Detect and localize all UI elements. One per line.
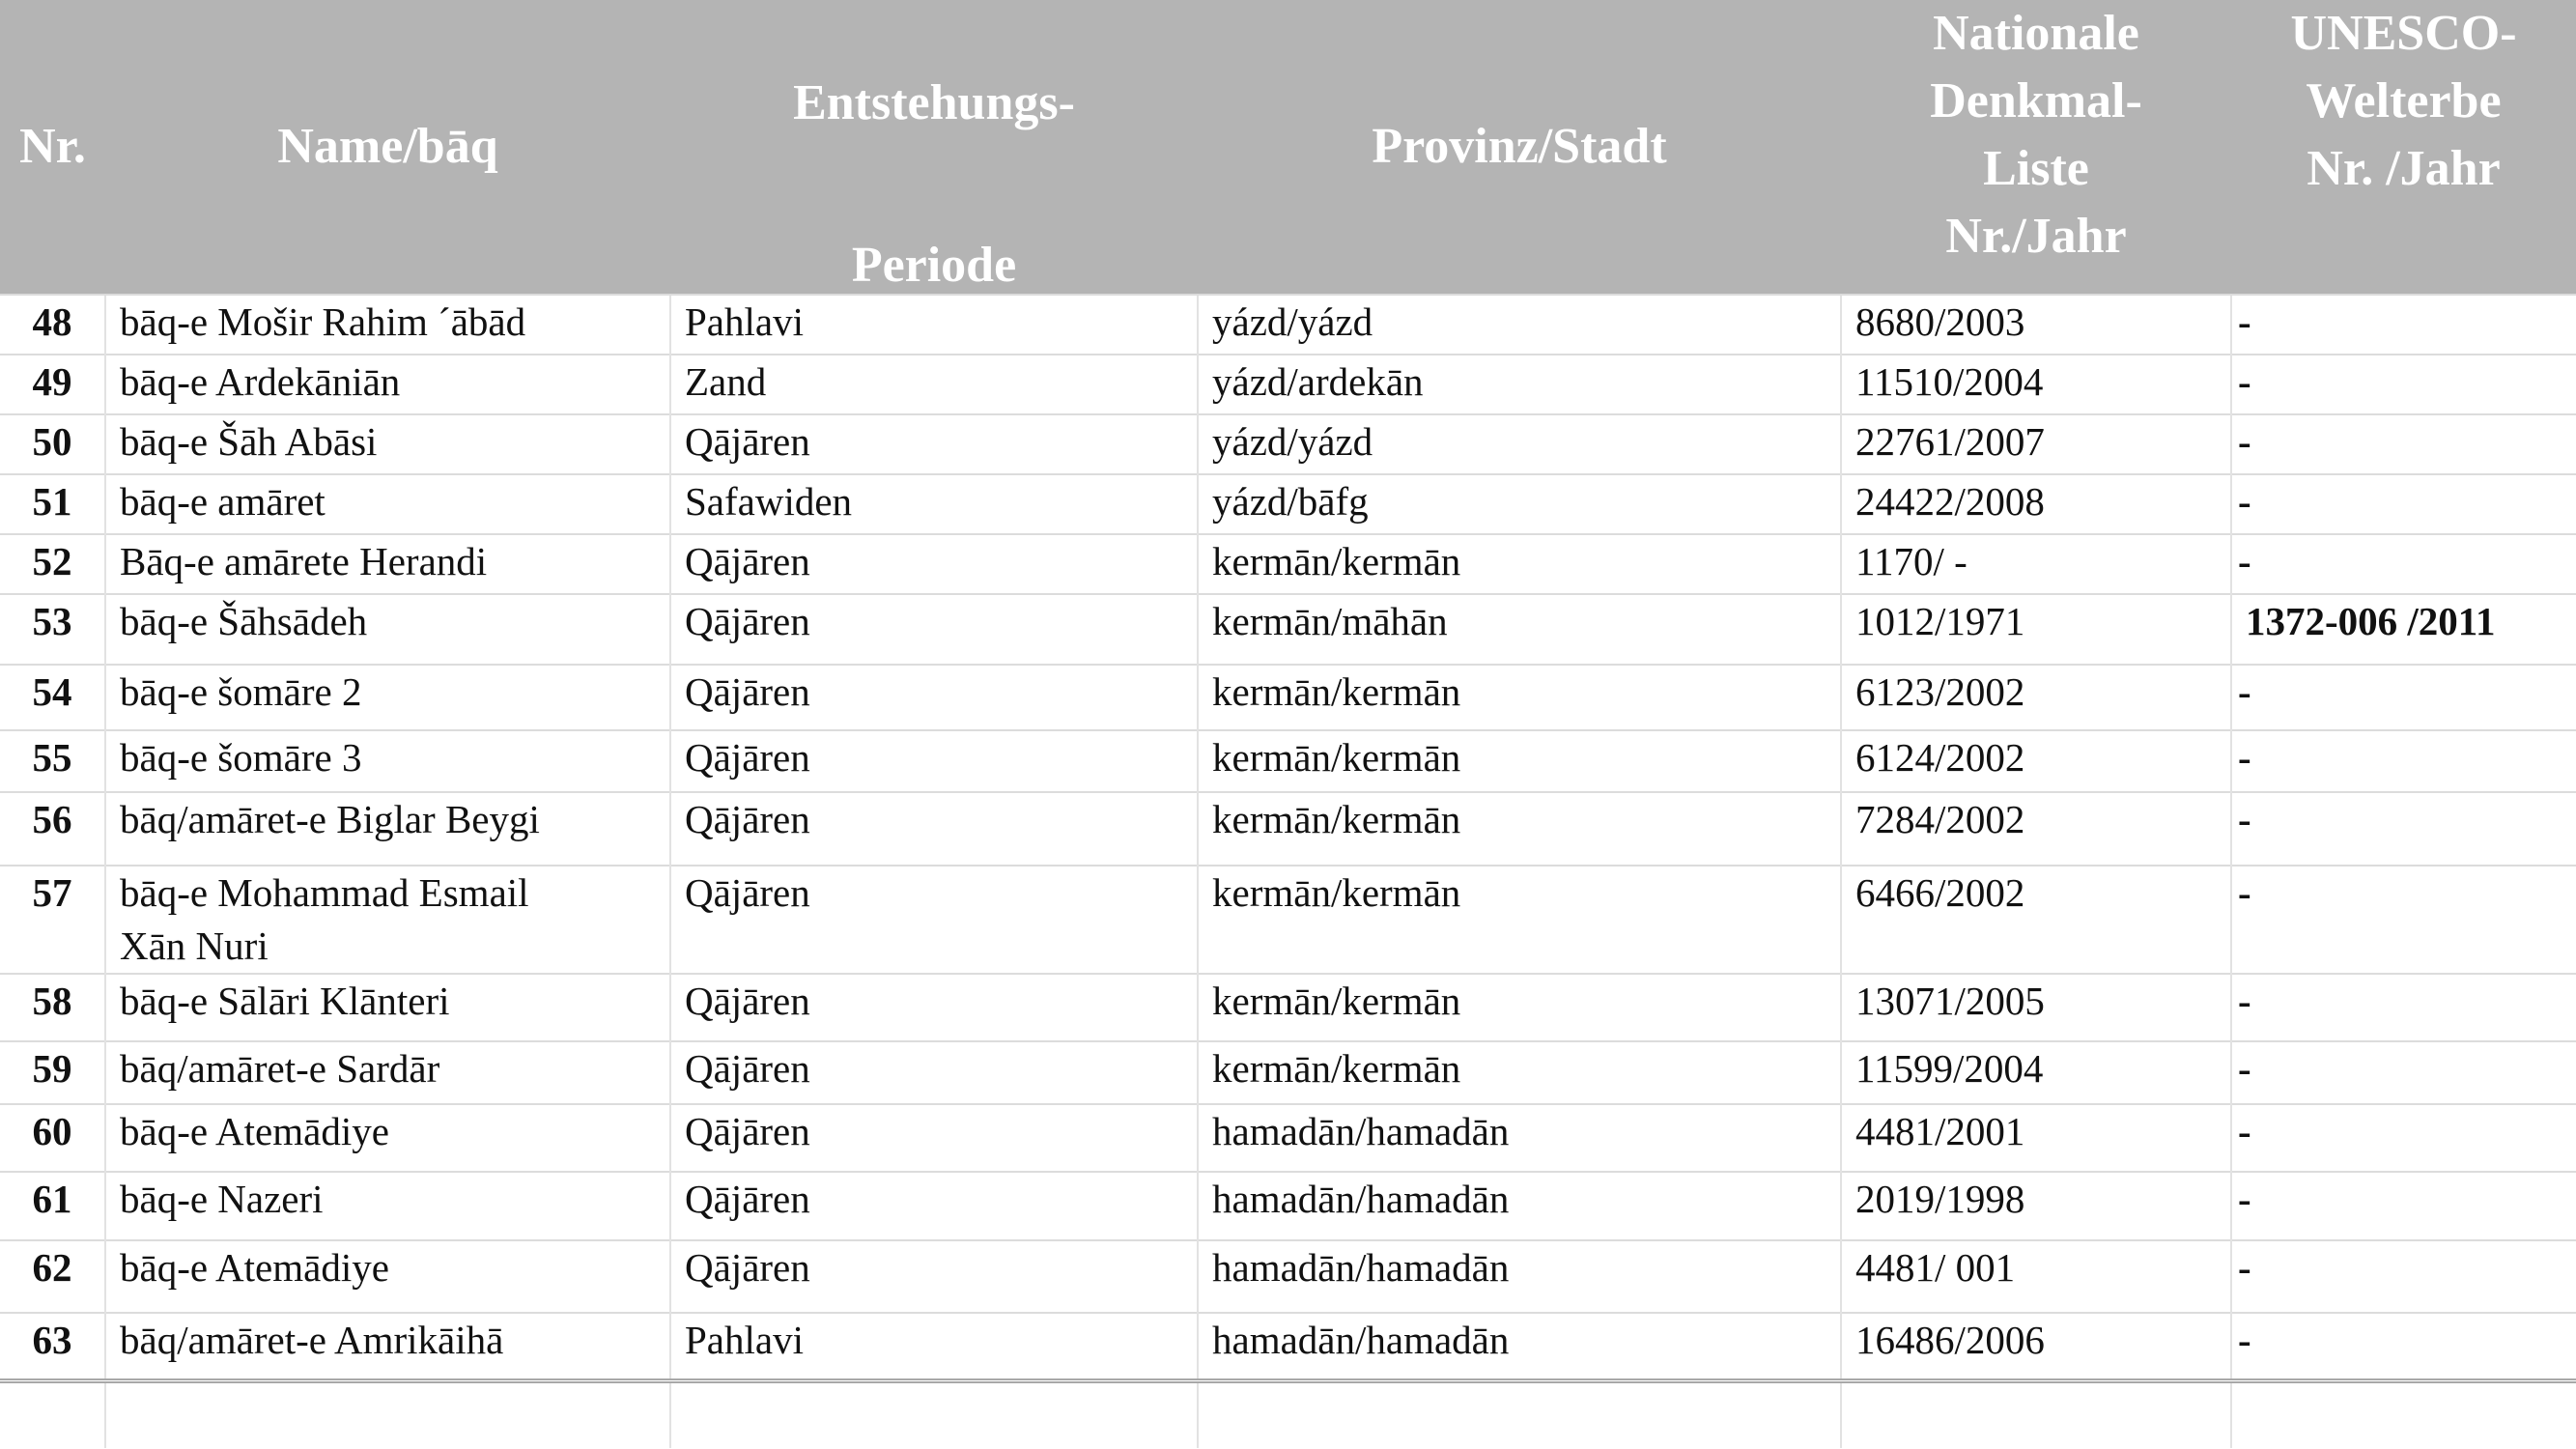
cell-province: hamadān/hamadān	[1198, 1240, 1841, 1313]
cell-national: 4481/ 001	[1841, 1240, 2231, 1313]
cell-period: Zand	[670, 355, 1198, 414]
cell-unesco: -	[2231, 1104, 2576, 1172]
table-row	[0, 1313, 2576, 1380]
cell-national: 7284/2002	[1841, 792, 2231, 866]
cell-name: bāq-e šomāre 3	[105, 730, 670, 792]
cell-period: Qājāren	[670, 792, 1198, 866]
cell-period: Qājāren	[670, 866, 1198, 974]
cell-nr: 60	[0, 1104, 105, 1172]
cell-unesco: -	[2231, 414, 2576, 474]
cell-empty	[0, 1380, 105, 1448]
cell-unesco: 1372-006 /2011	[2231, 594, 2576, 665]
cell-period: Qājāren	[670, 1240, 1198, 1313]
cell-unesco: -	[2231, 534, 2576, 594]
cell-unesco: -	[2231, 974, 2576, 1041]
cell-name: bāq-e Atemādiye	[105, 1240, 670, 1313]
table-row	[0, 866, 2576, 974]
cell-empty	[670, 1380, 1198, 1448]
table-row	[0, 1041, 2576, 1104]
header-unesco-line: Nr. /Jahr	[2307, 141, 2501, 196]
header-period-line2: Periode	[851, 238, 1017, 293]
cell-national: 1170/ -	[1841, 534, 2231, 594]
table-row	[0, 730, 2576, 792]
table-row	[0, 1240, 2576, 1313]
cell-province: kermān/kermān	[1198, 792, 1841, 866]
cell-empty	[1198, 1380, 1841, 1448]
cell-national: 22761/2007	[1841, 414, 2231, 474]
table-row	[0, 792, 2576, 866]
cell-period: Qājāren	[670, 1104, 1198, 1172]
cell-period: Qājāren	[670, 414, 1198, 474]
cell-unesco: -	[2231, 474, 2576, 534]
cell-nr: 48	[0, 295, 105, 355]
cell-name: bāq-e Šāh Abāsi	[105, 414, 670, 474]
cell-period: Qājāren	[670, 665, 1198, 730]
cell-national: 6123/2002	[1841, 665, 2231, 730]
cell-national: 11510/2004	[1841, 355, 2231, 414]
cell-nr: 52	[0, 534, 105, 594]
cell-unesco: -	[2231, 730, 2576, 792]
cell-period: Qājāren	[670, 974, 1198, 1041]
table-row-empty	[0, 1380, 2576, 1448]
cell-name: bāq-e Mošir Rahim ´ābād	[105, 295, 670, 355]
cell-name: bāq-e Ardekāniān	[105, 355, 670, 414]
cell-nr: 61	[0, 1172, 105, 1240]
cell-unesco: -	[2231, 1313, 2576, 1380]
cell-period: Qājāren	[670, 1041, 1198, 1104]
cell-nr: 49	[0, 355, 105, 414]
cell-national: 13071/2005	[1841, 974, 2231, 1041]
header-national-line: Liste	[1983, 141, 2089, 196]
cell-national: 16486/2006	[1841, 1313, 2231, 1380]
cell-national: 24422/2008	[1841, 474, 2231, 534]
cell-nr: 58	[0, 974, 105, 1041]
header-period	[670, 0, 1198, 295]
cell-province: kermān/kermān	[1198, 730, 1841, 792]
cell-name: bāq-e Mohammad Esmail Xān Nuri	[105, 866, 670, 974]
cell-nr: 62	[0, 1240, 105, 1313]
header-unesco	[2231, 0, 2576, 295]
header-national-line: Nationale	[1933, 6, 2139, 61]
cell-period: Qājāren	[670, 534, 1198, 594]
cell-national: 6124/2002	[1841, 730, 2231, 792]
cell-period: Safawiden	[670, 474, 1198, 534]
table-row	[0, 534, 2576, 594]
cell-unesco: -	[2231, 792, 2576, 866]
table-row	[0, 1172, 2576, 1240]
cell-nr: 56	[0, 792, 105, 866]
cell-empty	[2231, 1380, 2576, 1448]
cell-unesco: -	[2231, 1240, 2576, 1313]
cell-name: bāq-e Nazeri	[105, 1172, 670, 1240]
cell-nr: 63	[0, 1313, 105, 1380]
cell-nr: 50	[0, 414, 105, 474]
cell-name: bāq/amāret-e Amrikāihā	[105, 1313, 670, 1380]
header-nr: Nr.	[0, 0, 105, 295]
cell-name: bāq-e Šāhsādeh	[105, 594, 670, 665]
table-row	[0, 594, 2576, 665]
cell-nr: 51	[0, 474, 105, 534]
table-row	[0, 665, 2576, 730]
cell-nr: 55	[0, 730, 105, 792]
cell-nr: 54	[0, 665, 105, 730]
cell-period: Pahlavi	[670, 1313, 1198, 1380]
cell-period: Qājāren	[670, 594, 1198, 665]
cell-name: bāq-e Atemādiye	[105, 1104, 670, 1172]
cell-name: bāq-e šomāre 2	[105, 665, 670, 730]
table-row	[0, 974, 2576, 1041]
cell-unesco: -	[2231, 355, 2576, 414]
cell-province: kermān/kermān	[1198, 665, 1841, 730]
table-body	[0, 295, 2576, 1448]
cell-province: yázd/bāfg	[1198, 474, 1841, 534]
cell-name: bāq-e Sālāri Klānteri	[105, 974, 670, 1041]
cell-period: Qājāren	[670, 730, 1198, 792]
cell-province: yázd/ardekān	[1198, 355, 1841, 414]
cell-province: kermān/kermān	[1198, 1041, 1841, 1104]
cell-national: 6466/2002	[1841, 866, 2231, 974]
cell-national: 1012/1971	[1841, 594, 2231, 665]
cell-province: hamadān/hamadān	[1198, 1313, 1841, 1380]
cell-national: 2019/1998	[1841, 1172, 2231, 1240]
cell-name: Bāq-e amārete Herandi	[105, 534, 670, 594]
cell-national: 8680/2003	[1841, 295, 2231, 355]
cell-name: bāq/amāret-e Sardār	[105, 1041, 670, 1104]
cell-unesco: -	[2231, 866, 2576, 974]
table-row	[0, 295, 2576, 355]
header-national-list	[1841, 0, 2231, 295]
header-unesco-line: Welterbe	[2306, 73, 2502, 128]
cell-nr: 53	[0, 594, 105, 665]
cell-nr: 57	[0, 866, 105, 974]
cell-province: hamadān/hamadān	[1198, 1172, 1841, 1240]
header-national-line: Denkmal-	[1930, 73, 2142, 128]
cell-unesco: -	[2231, 665, 2576, 730]
header-period-line1: Entstehungs-	[793, 75, 1075, 130]
cell-national: 11599/2004	[1841, 1041, 2231, 1104]
cell-unesco: -	[2231, 1172, 2576, 1240]
header-national-line: Nr./Jahr	[1945, 209, 2127, 264]
table-header	[0, 0, 2576, 295]
header-name: Name/bāq	[105, 0, 670, 295]
header-province: Provinz/Stadt	[1198, 0, 1841, 295]
cell-province: hamadān/hamadān	[1198, 1104, 1841, 1172]
cell-province: kermān/kermān	[1198, 866, 1841, 974]
cell-province: yázd/yázd	[1198, 295, 1841, 355]
cell-province: kermān/kermān	[1198, 534, 1841, 594]
table-row	[0, 1104, 2576, 1172]
table-row	[0, 474, 2576, 534]
cell-empty	[105, 1380, 670, 1448]
cell-nr: 59	[0, 1041, 105, 1104]
cell-unesco: -	[2231, 295, 2576, 355]
table-row	[0, 355, 2576, 414]
table-row	[0, 414, 2576, 474]
cell-period: Qājāren	[670, 1172, 1198, 1240]
cell-province: yázd/yázd	[1198, 414, 1841, 474]
cell-unesco: -	[2231, 1041, 2576, 1104]
cell-name: bāq-e amāret	[105, 474, 670, 534]
header-unesco-line: UNESCO-	[2290, 6, 2517, 61]
cell-province: kermān/kermān	[1198, 974, 1841, 1041]
cell-empty	[1841, 1380, 2231, 1448]
cell-name: bāq/amāret-e Biglar Beygi	[105, 792, 670, 866]
cell-period: Pahlavi	[670, 295, 1198, 355]
cell-province: kermān/māhān	[1198, 594, 1841, 665]
cell-national: 4481/2001	[1841, 1104, 2231, 1172]
